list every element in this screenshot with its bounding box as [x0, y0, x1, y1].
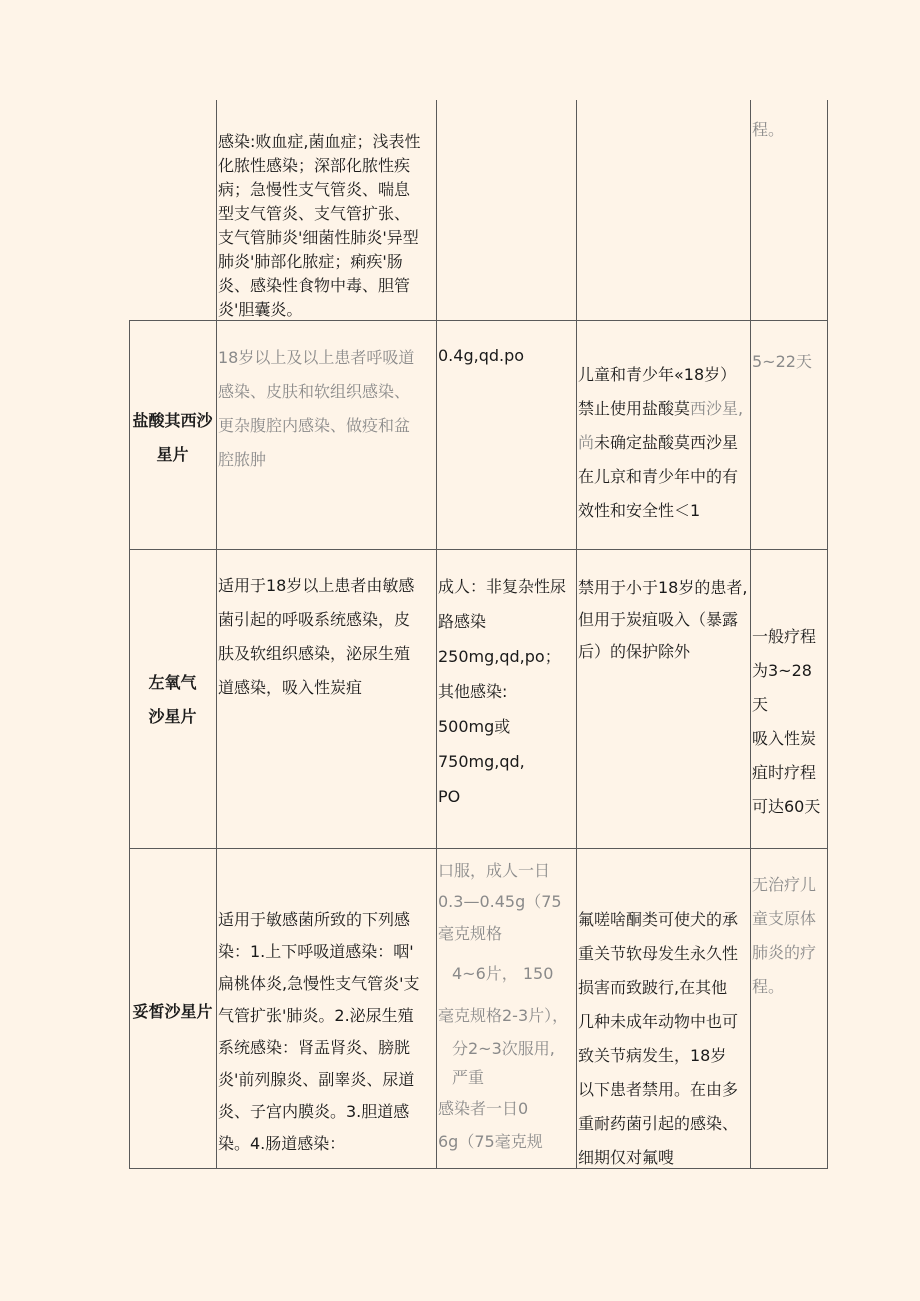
table-divider	[436, 100, 437, 1169]
dosage-line: 毫克规格2-3片），	[438, 1006, 569, 1025]
dosage-line: 4~6片， 150	[452, 964, 554, 983]
contraindication-cell	[578, 358, 749, 528]
contraindication-cell: 禁用于小于18岁的患者, 但用于炭疽吸入（暴露 后）的保护除外	[578, 578, 748, 661]
row-divider	[129, 848, 828, 849]
dosage-cell: 成人：非复杂性尿 路感染 250mg,qd,po； 其他感染: 500mg或 750mg,qd, PO	[438, 577, 567, 806]
indication-cell: 适用于18岁以上患者由敏感 菌引起的呼吸系统感染，皮 肤及软组织感染，泌尿生殖 道感染，吸入性炭疽	[218, 576, 415, 697]
dosage-line: 0.3—0.45g（75	[438, 892, 562, 911]
dosage-cell	[438, 857, 575, 1168]
table-border-bottom	[129, 1168, 828, 1169]
dosage-line: 感染者一日0	[438, 1099, 529, 1118]
drug-name-cell: 盐酸其西沙 星片	[132, 411, 213, 464]
row-divider	[129, 549, 828, 550]
course-cell: 程。	[752, 120, 785, 139]
table-divider	[750, 100, 751, 1169]
contraindication-text: 西沙星,	[690, 399, 744, 418]
dosage-cell: 0.4g,qd.po	[438, 346, 525, 365]
dosage-line: 毫克规格	[438, 924, 503, 943]
indication-cell: 适用于敏感菌所致的下列感 染：1.上下呼吸道感染：咽' 扁桃体炎,急慢性支气管炎'支 气管扩张'肺炎。2.泌尿生殖 系统感染：肾盂肾炎、膀胱 炎'前列腺炎、副睾炎、尿道 炎、子宫内膜炎。3.胆道感 染。4.肠道感染：	[218, 910, 420, 1153]
dosage-line: 6g（75毫克规	[438, 1132, 543, 1151]
contraindication-cell: 氟嗟啥酮类可使犬的承 重关节软母发生永久性 损害而致跛行,在其他 几种未成年动物中也可 致关节病发生，18岁 以下患者禁用。在由多 重耐药菌引起的感染、 细期仅对氟嗖	[578, 910, 739, 1167]
drug-name-cell: 妥皙沙星片	[132, 1002, 213, 1021]
indication-cell: 18岁以上及以上患者呼吸道 感染、皮肤和软组织感染、 更杂腹腔内感染、做疫和盆 腔脓肿	[218, 348, 415, 469]
table-divider	[216, 100, 217, 1169]
contraindication-text: 未确定盐酸莫西沙星 在儿京和青少年中的有 效性和安全性＜1	[578, 433, 739, 520]
dosage-line: 口服，成人一日	[438, 861, 551, 880]
table-border-right	[827, 100, 828, 1169]
contraindication-text: 尚	[578, 433, 595, 452]
row-divider	[129, 320, 828, 321]
dosage-line: 严重	[452, 1068, 485, 1087]
indication-cell: 感染:败血症,菌血症；浅表性 化脓性感染；深部化脓性疾 病；急慢性支气管炎、喘息 型支气管炎、支气管扩张、 支气管肺炎'细菌性肺炎'异型 肺炎'肺部化脓症；痢疾'肠 炎、感染性食物中毒、胆管 炎'胆囊炎。	[218, 132, 421, 319]
dosage-line: 分2~3次服用,	[452, 1039, 555, 1058]
table-divider	[576, 100, 577, 1169]
contraindication-text: 儿童和青少年«18岁） 禁止使用盐酸莫	[578, 365, 737, 418]
course-cell: 5~22天	[752, 352, 812, 371]
drug-name-cell: 左氧气 沙星片	[148, 673, 197, 726]
course-cell: 无治疗儿 童支原体 肺炎的疗 程。	[752, 875, 817, 996]
course-cell: 一般疗程 为3~28天 吸入性炭 疽时疗程 可达60天	[752, 627, 821, 816]
